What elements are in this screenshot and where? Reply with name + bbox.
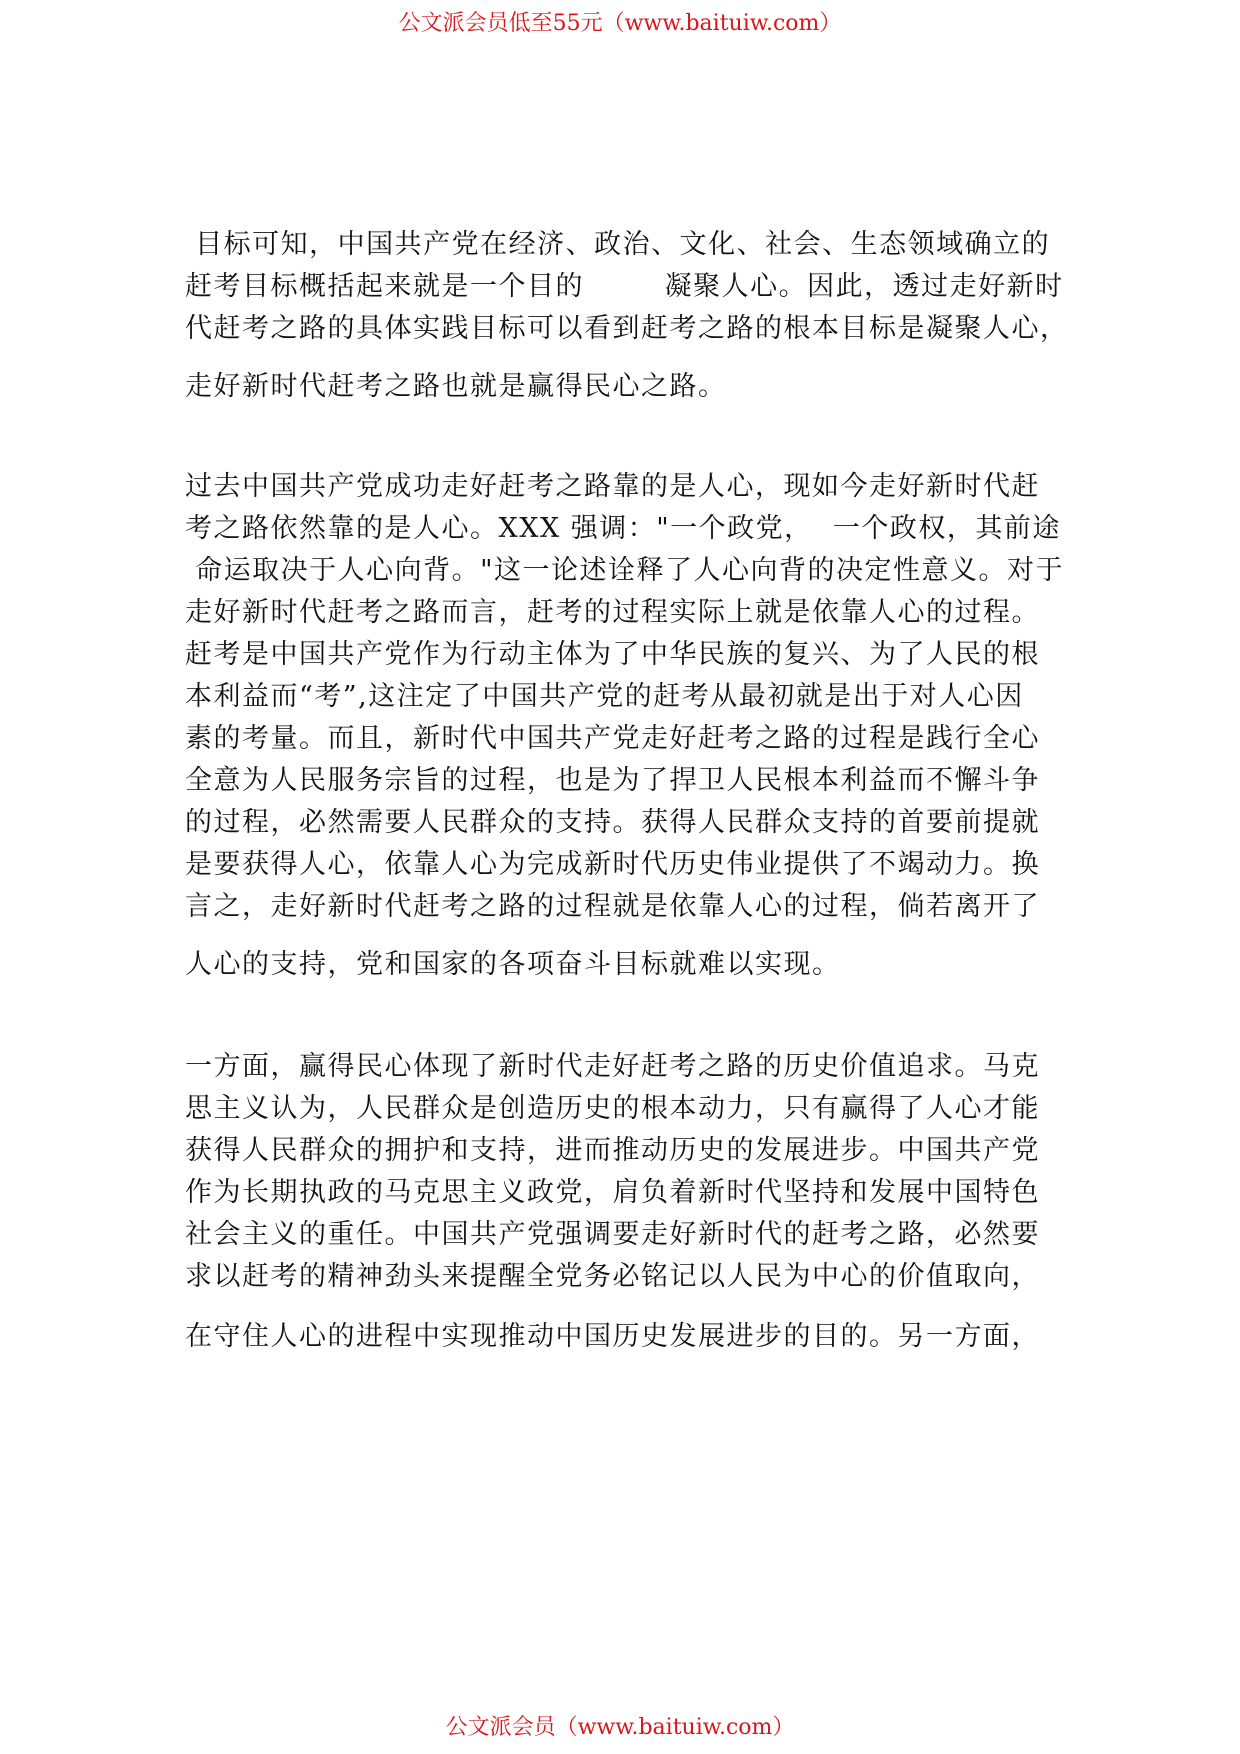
text-line: 作为长期执政的马克思主义政党，肩负着新时代坚持和发展中国特色 <box>185 1177 1040 1208</box>
text-line: 考之路依然靠的是人心。XXX 强调："一个政党， 一个政权，其前途 <box>185 513 1061 544</box>
text-line: 赶考是中国共产党作为行动主体为了中华民族的复兴、为了人民的根 <box>185 639 1040 670</box>
text-line: 求以赶考的精神劲头来提醒全党务必铭记以人民为中心的价值取向， <box>185 1261 1040 1292</box>
text-line: 言之，走好新时代赶考之路的过程就是依靠人心的过程，倘若离开了 <box>185 891 1040 922</box>
text-line: 走好新时代赶考之路也就是赢得民心之路。 <box>185 371 727 402</box>
text-line: 思主义认为，人民群众是创造历史的根本动力，只有赢得了人心才能 <box>185 1093 1040 1124</box>
text-line: 一方面，赢得民心体现了新时代走好赶考之路的历史价值追求。马克 <box>185 1051 1040 1082</box>
text-line: 代赶考之路的具体实践目标可以看到赶考之路的根本目标是凝聚人心， <box>185 313 1069 344</box>
text-line: 获得人民群众的拥护和支持，进而推动历史的发展进步。中国共产党 <box>185 1135 1040 1166</box>
text-line: 走好新时代赶考之路而言，赶考的过程实际上就是依靠人心的过程。 <box>185 597 1040 628</box>
text-line: 过去中国共产党成功走好赶考之路靠的是人心，现如今走好新时代赶 <box>185 471 1040 502</box>
text-line: 全意为人民服务宗旨的过程，也是为了捍卫人民根本利益而不懈斗争 <box>185 765 1040 796</box>
text-line: 赶考目标概括起来就是一个目的 凝聚人心。因此，透过走好新时 <box>185 271 1064 302</box>
text-line: 人心的支持，党和国家的各项奋斗目标就难以实现。 <box>185 949 841 980</box>
text-line: 在守住人心的进程中实现推动中国历史发展进步的目的。另一方面， <box>185 1321 1040 1352</box>
text-line: 社会主义的重任。中国共产党强调要走好新时代的赶考之路，必然要 <box>185 1219 1040 1250</box>
text-line: 的过程，必然需要人民群众的支持。获得人民群众支持的首要前提就 <box>185 807 1040 838</box>
text-line: 命运取决于人心向背。"这一论述诠释了人心向背的决定性意义。对于 <box>185 555 1065 586</box>
text-line: 本利益而“考”,这注定了中国共产党的赶考从最初就是出于对人心因 <box>185 681 1024 712</box>
footer-banner: 公文派会员（www.baituiw.com） <box>445 1715 795 1740</box>
text-line: 素的考量。而且，新时代中国共产党走好赶考之路的过程是践行全心 <box>185 723 1040 754</box>
text-line: 目标可知，中国共产党在经济、政治、文化、社会、生态领域确立的 <box>185 229 1051 260</box>
header-banner: 公文派会员低至55元（www.baituiw.com） <box>398 11 842 36</box>
text-line: 是要获得人心，依靠人心为完成新时代历史伟业提供了不竭动力。换 <box>185 849 1040 880</box>
